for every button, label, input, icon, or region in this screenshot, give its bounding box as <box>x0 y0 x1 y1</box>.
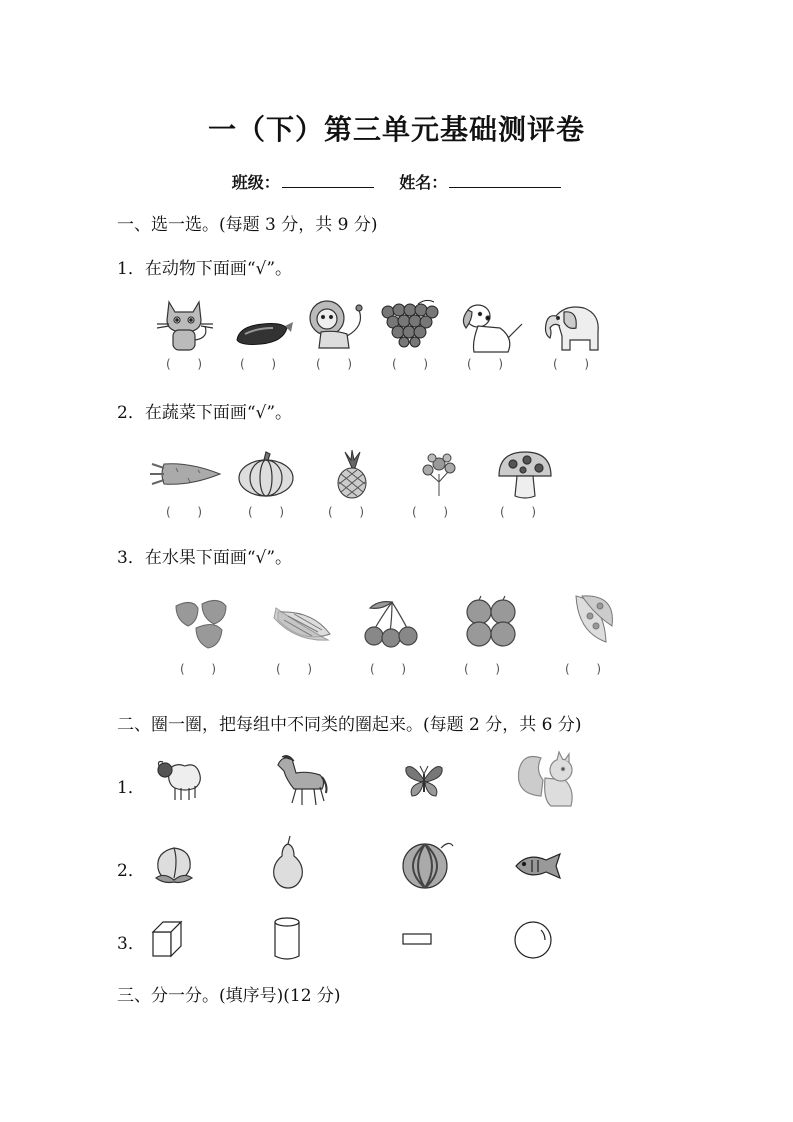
q2-answer-2[interactable]: ( ) <box>248 505 285 519</box>
class-blank[interactable] <box>282 173 374 188</box>
peapod-icon <box>568 592 618 648</box>
q3-answer-2[interactable]: ( ) <box>276 662 313 676</box>
q1-answer-4[interactable]: ( ) <box>392 357 429 371</box>
page-title: 一（下）第三单元基础测评卷 <box>207 113 585 146</box>
name-blank[interactable] <box>449 173 561 188</box>
elephant-icon <box>538 298 604 356</box>
sphere-icon[interactable] <box>513 920 553 960</box>
carrot-icon <box>150 460 222 488</box>
apples-icon <box>463 596 521 650</box>
q1-answer-6[interactable]: ( ) <box>553 357 590 371</box>
q3-answer-1[interactable]: ( ) <box>180 662 217 676</box>
section1-heading: 一、选一选。(每题 3 分，共 9 分) <box>117 215 378 235</box>
q2-answer-1[interactable]: ( ) <box>166 505 203 519</box>
grapes-icon <box>378 298 444 350</box>
q1-answer-3[interactable]: ( ) <box>316 357 353 371</box>
cherries-icon <box>362 600 422 648</box>
name-label: 姓名： <box>399 173 448 192</box>
q2-answer-5[interactable]: ( ) <box>500 505 537 519</box>
lion-icon <box>305 298 367 352</box>
squirrel-icon[interactable] <box>515 750 579 810</box>
cat-icon <box>155 296 215 354</box>
q1-text: 1．在动物下面画“√”。 <box>117 259 293 279</box>
flower-icon <box>420 452 458 498</box>
q2-answer-3[interactable]: ( ) <box>328 505 365 519</box>
mushroom-icon <box>497 448 553 500</box>
corn-icon <box>272 604 334 646</box>
q3-answer-4[interactable]: ( ) <box>464 662 501 676</box>
q1-answer-5[interactable]: ( ) <box>467 357 504 371</box>
section3-heading: 三、分一分。(填序号)(12 分) <box>117 986 341 1006</box>
student-info <box>0 170 793 193</box>
pumpkin-icon <box>236 450 296 498</box>
horse-icon[interactable] <box>274 755 328 807</box>
cylinder-icon[interactable] <box>273 917 301 961</box>
pear-icon[interactable] <box>270 836 306 890</box>
peach-icon[interactable] <box>152 842 196 884</box>
class-label: 班级： <box>231 173 280 192</box>
strawberries-icon <box>172 598 242 650</box>
cube-icon[interactable] <box>152 921 182 957</box>
section2-heading: 二、圈一圈，把每组中不同类的圈起来。(每题 2 分，共 6 分) <box>117 715 582 735</box>
watermelon-icon[interactable] <box>401 838 457 890</box>
row2-number: 2． <box>117 861 145 881</box>
row1-number: 1． <box>117 778 145 798</box>
pineapple-icon <box>333 450 371 498</box>
q3-answer-5[interactable]: ( ) <box>565 662 602 676</box>
sheep-icon[interactable] <box>155 758 203 802</box>
q3-answer-3[interactable]: ( ) <box>370 662 407 676</box>
q3-text: 3．在水果下面画“√”。 <box>117 548 293 568</box>
q1-answer-1[interactable]: ( ) <box>166 357 203 371</box>
rectangle-icon[interactable] <box>402 933 432 945</box>
row3-number: 3． <box>117 934 145 954</box>
q2-text: 2．在蔬菜下面画“√”。 <box>117 403 293 423</box>
dog-icon <box>460 298 524 354</box>
fish-icon[interactable] <box>514 852 564 880</box>
butterfly-icon[interactable] <box>404 762 444 800</box>
q2-answer-4[interactable]: ( ) <box>412 505 449 519</box>
eggplant-icon <box>233 318 295 348</box>
q1-answer-2[interactable]: ( ) <box>240 357 277 371</box>
